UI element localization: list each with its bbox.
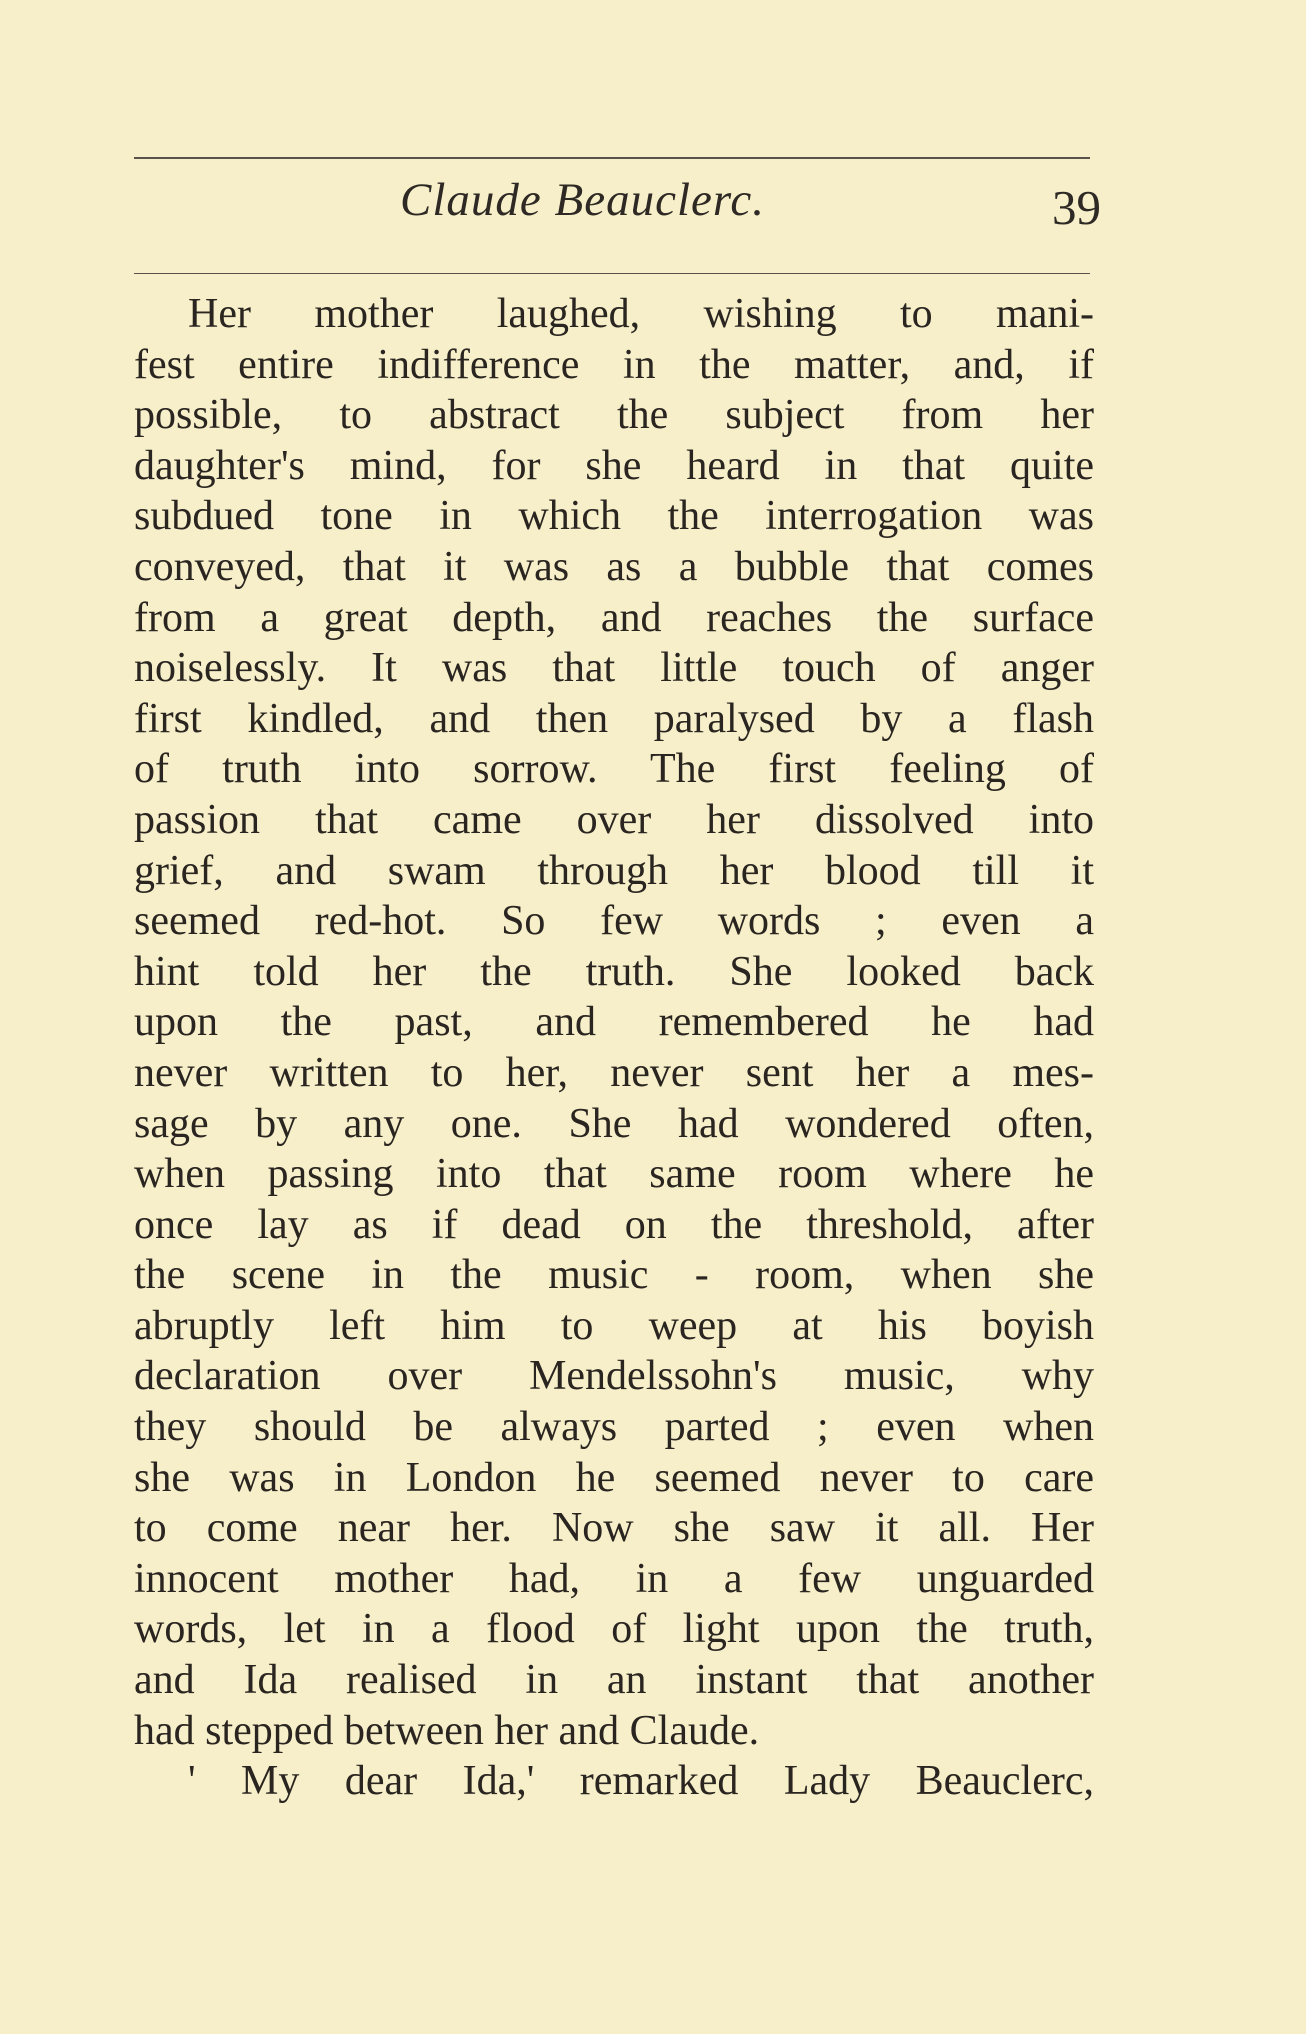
text-line: had stepped between her and Claude. xyxy=(134,1707,760,1754)
text-line: never written to her, never sent her a mes- xyxy=(134,1049,1094,1096)
text-line: she was in London he seemed never to care xyxy=(134,1454,1094,1501)
text-line: of truth into sorrow. The first feeling of xyxy=(134,746,1094,793)
running-title: Claude Beauclerc. xyxy=(400,174,766,226)
text-line: they should be always parted ; even when xyxy=(134,1404,1094,1451)
text-line: daughter's mind, for she heard in that quite xyxy=(134,442,1094,489)
text-line: grief, and swam through her blood till it xyxy=(134,847,1094,894)
text-line: and Ida realised in an instant that another xyxy=(134,1657,1094,1704)
header-rule-bottom xyxy=(134,273,1090,274)
text-line: seemed red-hot. So few words ; even a xyxy=(134,898,1094,945)
text-line: ' My dear Ida,' remarked Lady Beauclerc, xyxy=(188,1758,1094,1805)
text-line: innocent mother had, in a few unguarded xyxy=(134,1555,1094,1602)
text-line: possible, to abstract the subject from her xyxy=(134,392,1094,439)
page-number: 39 xyxy=(1052,180,1101,235)
text-line: to come near her. Now she saw it all. Her xyxy=(134,1505,1094,1552)
text-line: abruptly left him to weep at his boyish xyxy=(134,1302,1094,1349)
text-line: the scene in the music - room, when she xyxy=(134,1252,1094,1299)
text-line: once lay as if dead on the threshold, after xyxy=(134,1201,1094,1248)
text-line: from a great depth, and reaches the surface xyxy=(134,594,1094,641)
text-line: when passing into that same room where he xyxy=(134,1151,1094,1198)
text-line: declaration over Mendelssohn's music, why xyxy=(134,1353,1094,1400)
text-line: conveyed, that it was as a bubble that comes xyxy=(134,543,1094,590)
text-line: sage by any one. She had wondered often, xyxy=(134,1100,1094,1147)
text-line: fest entire indifference in the matter, and, if xyxy=(134,341,1094,388)
text-line: upon the past, and remembered he had xyxy=(134,999,1094,1046)
text-line: Her mother laughed, wishing to mani- xyxy=(188,291,1094,337)
text-line: noiselessly. It was that little touch of anger xyxy=(134,645,1094,692)
text-line: passion that came over her dissolved into xyxy=(134,796,1094,843)
body-text xyxy=(134,289,1094,1807)
header-rule-top xyxy=(134,157,1090,159)
text-line: first kindled, and then paralysed by a flash xyxy=(134,695,1094,742)
text-line: words, let in a flood of light upon the truth, xyxy=(134,1606,1094,1653)
text-line: subdued tone in which the interrogation was xyxy=(134,493,1094,540)
text-line: hint told her the truth. She looked back xyxy=(134,948,1094,995)
